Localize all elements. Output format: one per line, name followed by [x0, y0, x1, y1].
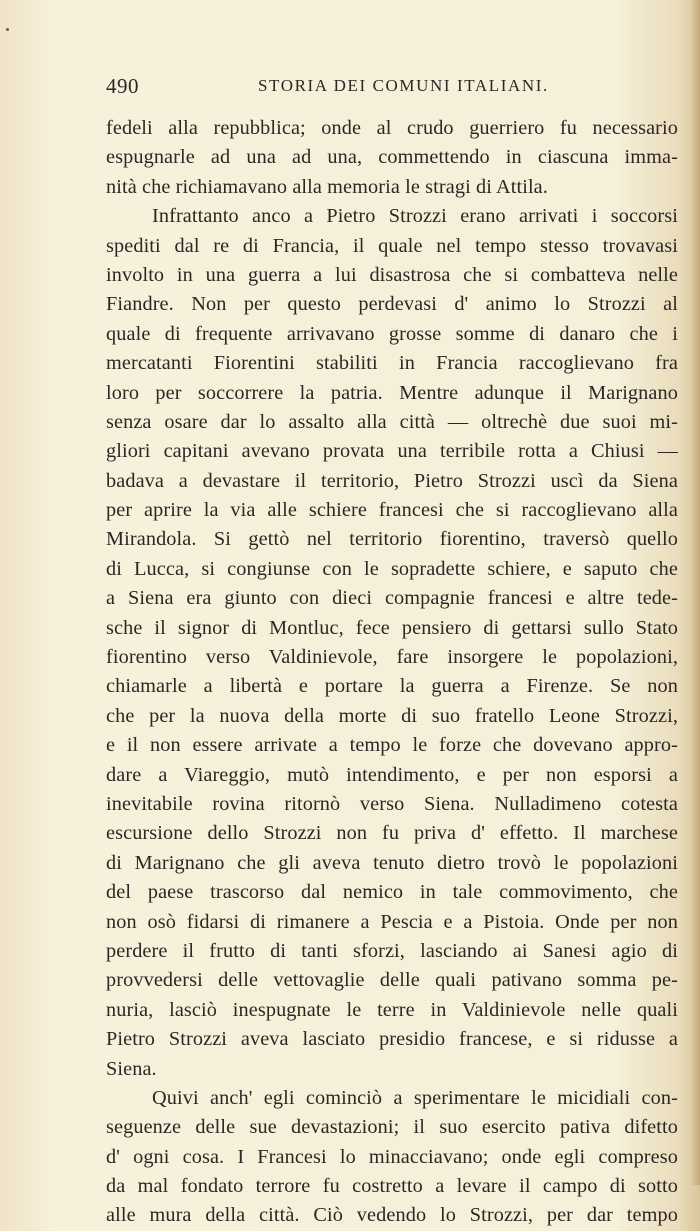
stray-ink-mark: [6, 28, 9, 31]
text-line: Quivi anch' egli cominciò a sperimentare le micidiali con-: [152, 1086, 678, 1109]
text-line: che per la nuova della morte di suo fratello Leone Strozzi,: [106, 704, 678, 727]
text-line: perdere il frutto di tanti sforzi, lasciando ai Sanesi agio di: [106, 939, 678, 962]
text-line: chiamarle a libertà e portare la guerra a Firenze. Se non: [106, 675, 678, 698]
text-line: spediti dal re di Francia, il quale nel tempo stesso trovavasi: [106, 234, 678, 257]
text-line: di Lucca, si congiunse con le sopradette schiere, e saputo che: [106, 557, 678, 580]
text-line: Pietro Strozzi aveva lasciato presidio francese, e si ridusse a: [106, 1028, 678, 1051]
text-line: nuria, lasciò inespugnate le terre in Valdinievole nelle quali: [106, 998, 678, 1021]
text-line: badava a devastare il territorio, Pietro Strozzi uscì da Siena: [106, 469, 678, 492]
text-line: da mal fondato terrore fu costretto a levare il campo di sotto: [106, 1175, 678, 1198]
text-line: d' ogni cosa. I Francesi lo minacciavano; onde egli compreso: [106, 1145, 678, 1168]
text-line: provvedersi delle vettovaglie delle quali pativano somma pe-: [106, 969, 678, 992]
text-line: fiorentino verso Valdinievole, fare insorgere le popolazioni,: [106, 646, 678, 669]
page-number: 490: [106, 74, 139, 98]
text-line: espugnarle ad una ad una, commettendo in ciascuna imma-: [106, 146, 678, 169]
text-line: seguenze delle sue devastazioni; il suo esercito pativa difetto: [106, 1116, 678, 1139]
text-line: dare a Viareggio, mutò intendimento, e per non esporsi a: [106, 763, 678, 786]
page-edge-shadow: [690, 0, 700, 1185]
text-line: non osò fidarsi di rimanere a Pescia e a Pistoia. Onde per non: [106, 910, 678, 933]
text-line: involto in una guerra a lui disastrosa che si combatteva nelle: [106, 263, 678, 286]
text-line: quale di frequente arrivavano grosse somme di danaro che i: [106, 322, 678, 345]
text-line: inevitabile rovina ritornò verso Siena. Nulladimeno cotesta: [106, 792, 678, 815]
text-line: gliori capitani avevano provata una terribile rotta a Chiusi —: [106, 440, 678, 463]
text-line: escursione dello Strozzi non fu priva d' effetto. Il marchese: [106, 822, 678, 845]
text-line: mercatanti Fiorentini stabiliti in Francia raccoglievano fra: [106, 352, 678, 375]
text-line: loro per soccorrere la patria. Mentre adunque il Marignano: [106, 381, 678, 404]
text-line: Fiandre. Non per questo perdevasi d' animo lo Strozzi al: [106, 293, 678, 316]
text-line: e il non essere arrivate a tempo le forze che dovevano appro-: [106, 734, 678, 757]
text-line: di Marignano che gli aveva tenuto dietro trovò le popolazioni: [106, 851, 678, 874]
text-line: Mirandola. Si gettò nel territorio fiorentino, traversò quello: [106, 528, 678, 551]
text-line: Siena.: [106, 1057, 157, 1080]
text-line: a Siena era giunto con dieci compagnie francesi e altre tede-: [106, 587, 678, 610]
text-line: Infrattanto anco a Pietro Strozzi erano arrivati i soccorsi: [152, 205, 678, 228]
text-line: per aprire la via alle schiere francesi che si raccoglievano alla: [106, 499, 678, 522]
text-line: alle mura della città. Ciò vedendo lo Strozzi, per dar tempo: [106, 1204, 678, 1227]
text-line: del paese trascorso dal nemico in tale commovimento, che: [106, 881, 678, 904]
body-text: [106, 114, 678, 1231]
text-line: sche il signor di Montluc, fece pensiero di gettarsi sullo Stato: [106, 616, 678, 639]
running-title: STORIA DEI COMUNI ITALIANI.: [258, 76, 549, 95]
text-line: fedeli alla repubblica; onde al crudo guerriero fu necessario: [106, 117, 678, 139]
text-line: nità che richiamavano alla memoria le stragi di Attila.: [106, 175, 548, 198]
text-line: senza osare dar lo assalto alla città — oltrechè due suoi mi-: [106, 410, 678, 433]
